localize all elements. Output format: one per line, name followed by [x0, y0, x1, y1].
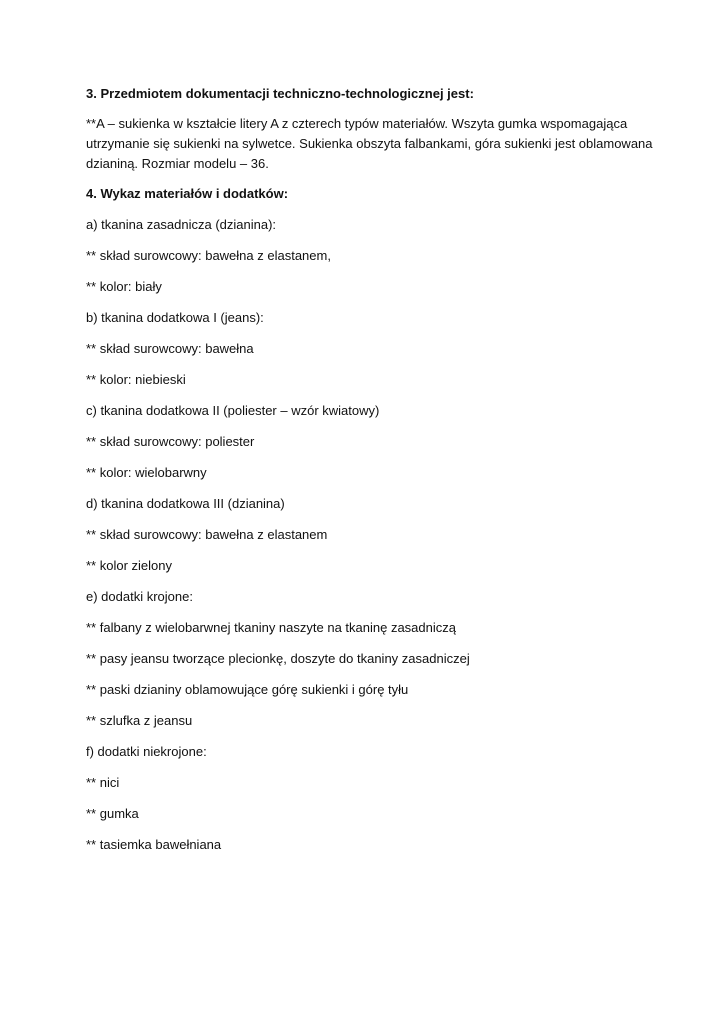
list-item: ** pasy jeansu tworzące plecionkę, doszyte do tkaniny zasadniczej	[86, 651, 470, 666]
list-item: d) tkanina dodatkowa III (dzianina)	[86, 496, 285, 511]
list-item: f) dodatki niekrojone:	[86, 744, 207, 759]
document-content	[86, 84, 653, 855]
list-item: ** kolor zielony	[86, 558, 172, 573]
list-item: e) dodatki krojone:	[86, 589, 193, 604]
list-item: ** kolor: wielobarwny	[86, 465, 207, 480]
list-item: ** skład surowcowy: bawełna	[86, 341, 254, 356]
section-3-heading: 3. Przedmiotem dokumentacji techniczno-technologicznej jest:	[86, 86, 474, 101]
list-item: ** paski dzianiny oblamowujące górę sukienki i górę tyłu	[86, 682, 409, 697]
list-item: ** gumka	[86, 806, 139, 821]
list-item: ** szlufka z jeansu	[86, 713, 193, 728]
section-4-heading: 4. Wykaz materiałów i dodatków:	[86, 186, 289, 201]
list-item: ** skład surowcowy: bawełna z elastanem,	[86, 248, 331, 263]
materials-list	[86, 215, 646, 855]
list-item: ** kolor: niebieski	[86, 372, 186, 387]
list-item: ** kolor: biały	[86, 279, 162, 294]
section-3-paragraph	[86, 114, 653, 174]
list-item: ** skład surowcowy: poliester	[86, 434, 255, 449]
list-item: ** nici	[86, 775, 120, 790]
list-item: ** falbany z wielobarwnej tkaniny naszyte na tkaninę zasadniczą	[86, 620, 456, 635]
list-item: a) tkanina zasadnicza (dzianina):	[86, 217, 277, 232]
list-item: ** tasiemka bawełniana	[86, 837, 222, 852]
list-item: b) tkanina dodatkowa I (jeans):	[86, 310, 264, 325]
list-item: ** skład surowcowy: bawełna z elastanem	[86, 527, 328, 542]
paragraph-line: utrzymanie się sukienki na sylwetce. Sukienka obszyta falbankami, góra sukienki jest oblamowana	[86, 136, 653, 151]
paragraph-line: **A – sukienka w kształcie litery A z czterech typów materiałów. Wszyta gumka wspomagająca	[86, 116, 628, 131]
list-item: c) tkanina dodatkowa II (poliester – wzór kwiatowy)	[86, 403, 380, 418]
paragraph-line: dzianiną. Rozmiar modelu – 36.	[86, 156, 269, 171]
